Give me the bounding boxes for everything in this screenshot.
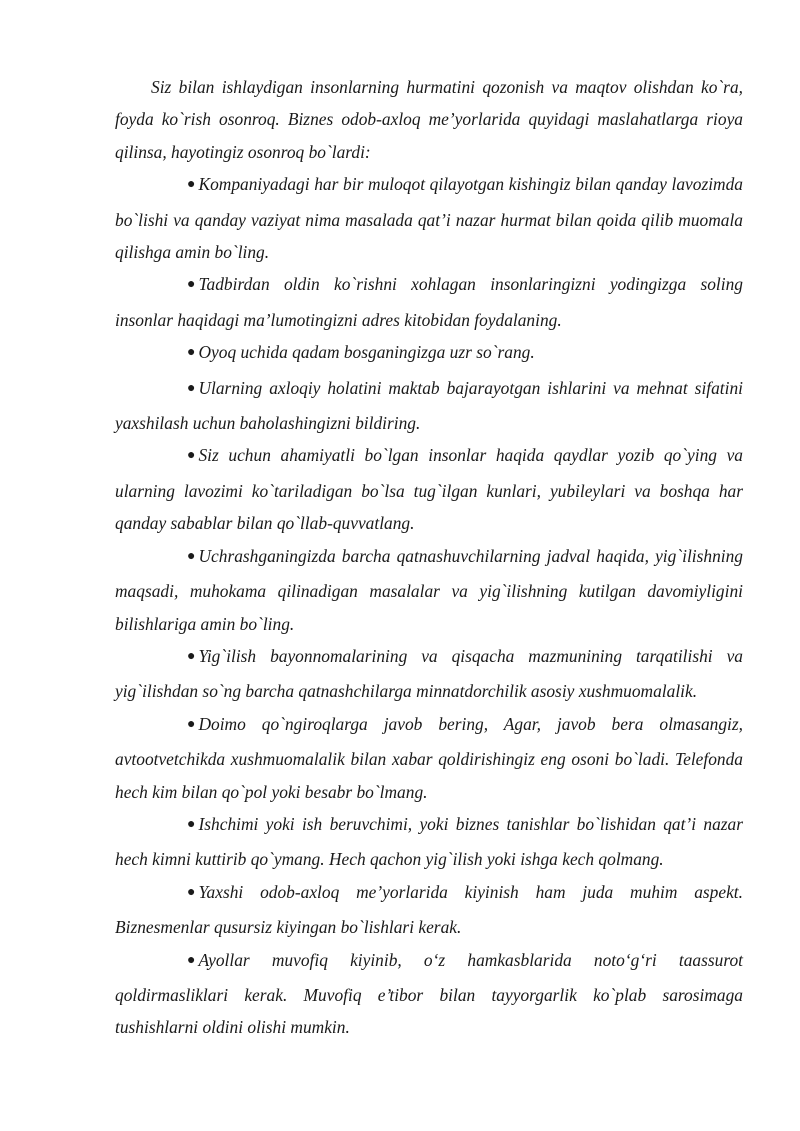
- bullet-icon: ●: [187, 816, 196, 832]
- bullet-item: [115, 336, 743, 371]
- bullet-icon: ●: [187, 345, 196, 361]
- bullet-icon: ●: [187, 277, 196, 293]
- bullet-item: [115, 876, 743, 944]
- bullet-item: [115, 439, 743, 539]
- bullet-text: Doimo qo`ngiroqlarga javob bering, Agar, javob bera olmasangiz, avtootvetchikda xushmuomalalik bilan xabar qoldirishingiz eng osoni bo`ladi. Telefonda hech kim bilan qo`pol yoki besabr bo`lmang.: [115, 713, 743, 802]
- bullet-text: Ishchimi yoki ish beruvchimi, yoki biznes tanishlar bo`lishidan qat’i nazar hech kimni kuttirib qo`ymang. Hech qachon yig`ilish yoki ishga kech qolmang.: [115, 813, 743, 870]
- bullet-text: Ayollar muvofiq kiyinib, o‘z hamkasblarida noto‘g‘ri taassurot qoldirmasliklari kerak. Muvofiq e’tibor bilan tayyorgarlik ko`plab sarosimaga tushishlarni oldini olishi mumkin.: [115, 949, 743, 1038]
- bullet-text: Ularning axloqiy holatini maktab bajarayotgan ishlarini va mehnat sifatini yaxshilash uchun baholashingizni bildiring.: [115, 377, 743, 434]
- bullet-item: [115, 640, 743, 708]
- document-page: [115, 71, 743, 1044]
- bullet-icon: ●: [187, 952, 196, 968]
- bullet-icon: ●: [187, 177, 196, 193]
- intro-paragraph: Siz bilan ishlaydigan insonlarning hurmatini qozonish va maqtov olishdan ko`ra, foyda ko`rish osonroq. Biznes odob-axloq me’yorlarida quyidagi maslahatlarga rioya qilinsa, hayotingiz osonroq bo`lardi:: [115, 77, 743, 162]
- bullet-icon: ●: [187, 380, 196, 396]
- bullet-text: Kompaniyadagi har bir muloqot qilayotgan kishingiz bilan qanday lavozimda bo`lishi va qanday vaziyat nima masalada qat’i nazar hurmat bilan qoida qilib muomala qilishga amin bo`ling.: [115, 174, 743, 263]
- bullet-icon: ●: [187, 648, 196, 664]
- bullet-item: [115, 372, 743, 440]
- bullet-item: [115, 708, 743, 808]
- bullet-item: [115, 944, 743, 1044]
- bullet-icon: ●: [187, 448, 196, 464]
- bullet-text: Uchrashganingizda barcha qatnashuvchilarning jadval haqida, yig`ilishning maqsadi, muhokama qilinadigan masalalar va yig`ilishning kutilgan davomiyligini bilishlariga amin bo`ling.: [115, 545, 743, 634]
- bullet-text: Tadbirdan oldin ko`rishni xohlagan insonlaringizni yodingizga soling insonlar haqidagi ma’lumotingizni adres kitobidan foydalaning.: [115, 274, 743, 330]
- bullet-text: Yaxshi odob-axloq me’yorlarida kiyinish ham juda muhim aspekt. Biznesmenlar qusursiz kiyingan bo`lishlari kerak.: [115, 881, 743, 938]
- bullet-item: [115, 808, 743, 876]
- bullet-item: [115, 540, 743, 640]
- bullet-icon: ●: [187, 716, 196, 732]
- bullet-icon: ●: [187, 884, 196, 900]
- bullet-text: Siz uchun ahamiyatli bo`lgan insonlar haqida qaydlar yozib qo`ying va ularning lavozimi ko`tariladigan bo`lsa tug`ilgan kunlari, yubileylari va boshqa har qanday sabablar bilan qo`llab-quvvatlang.: [115, 445, 743, 534]
- bullet-icon: ●: [187, 548, 196, 564]
- bullet-item: [115, 168, 743, 268]
- bullet-text: Oyoq uchida qadam bosganingizga uzr so`rang.: [198, 342, 535, 363]
- bullet-item: [115, 268, 743, 336]
- bullet-text: Yig`ilish bayonnomalarining va qisqacha mazmunining tarqatilishi va yig`ilishdan so`ng barcha qatnashchilarga minnatdorchilik asosiy xushmuomalalik.: [115, 645, 743, 702]
